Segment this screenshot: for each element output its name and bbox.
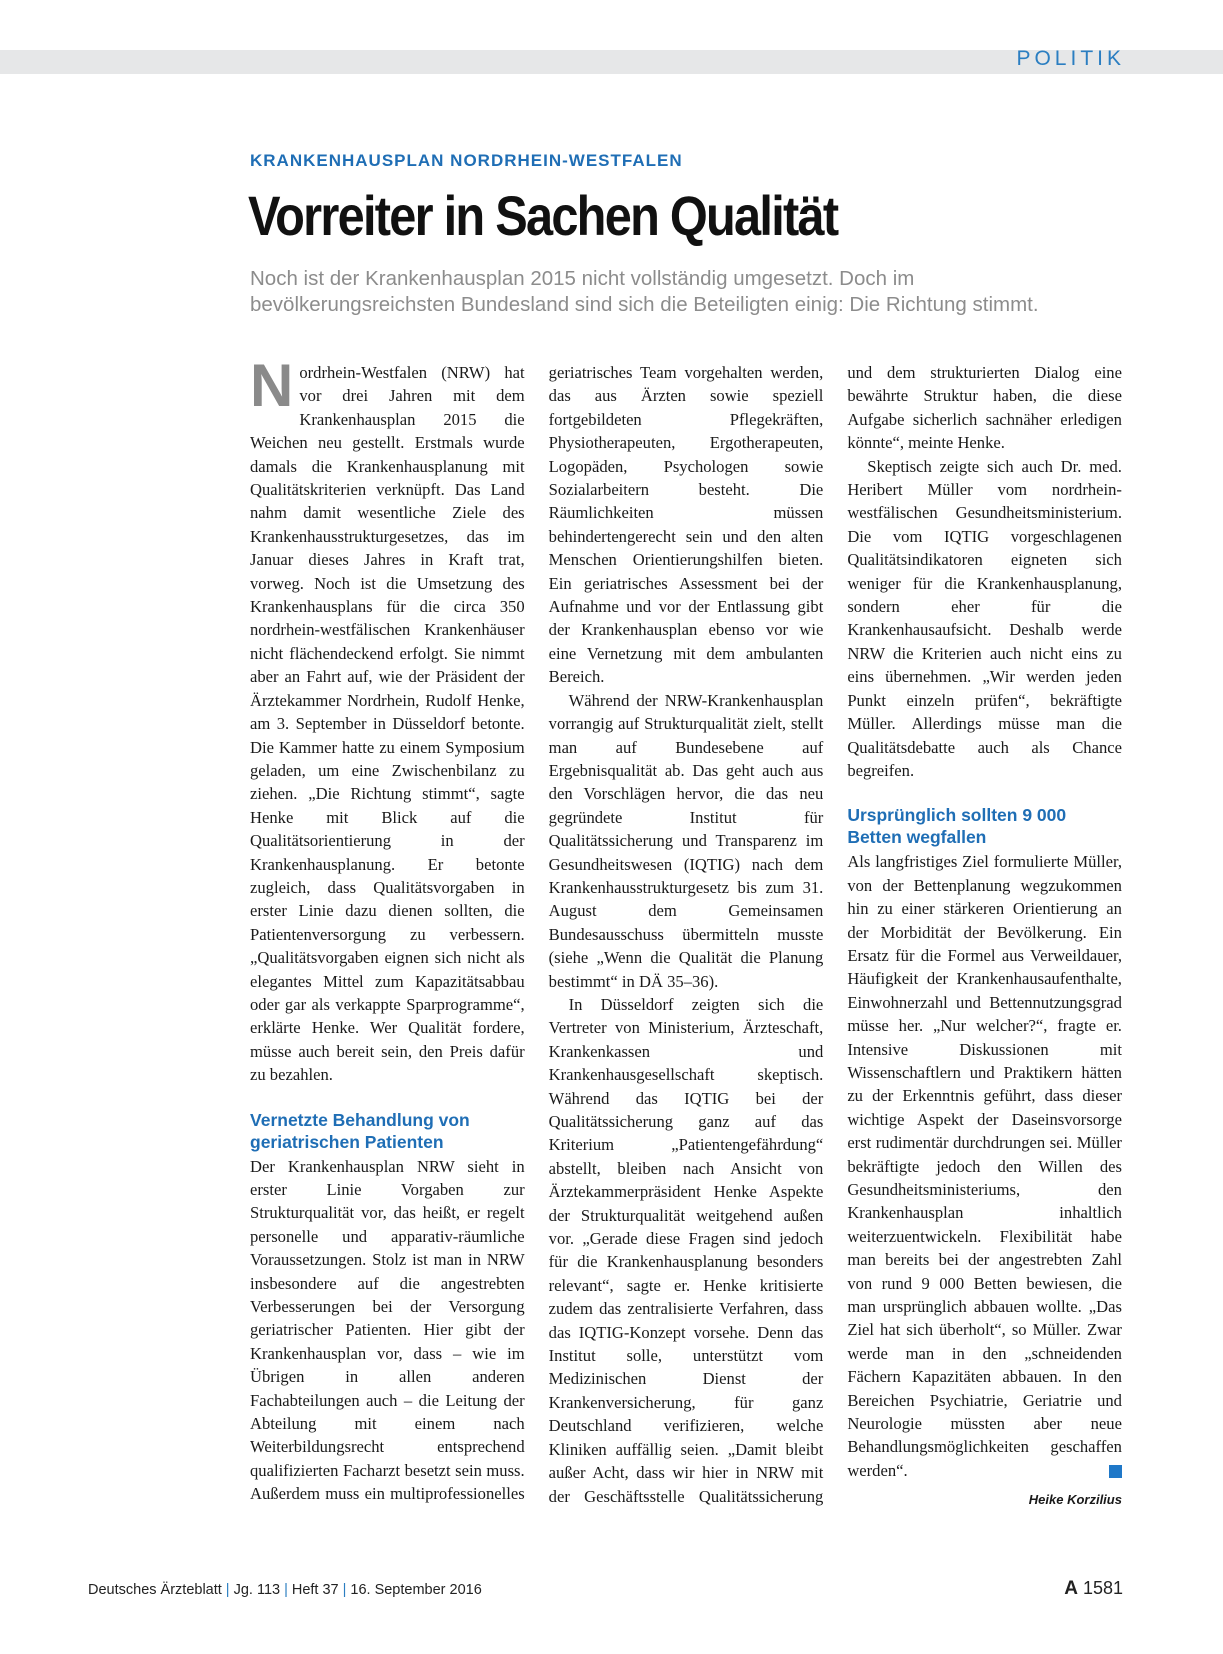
issue: Heft 37: [291, 1582, 339, 1598]
article-title: Vorreiter in Sachen Qualität: [248, 184, 838, 247]
paragraph-intro: [250, 352, 525, 1087]
section-label: POLITIK: [1016, 47, 1125, 70]
paragraph-final: [847, 850, 1122, 1482]
paragraph-text: ordrhein-Westfalen (NRW) hat vor drei Jahren mit dem Krankenhausplan 2015 die Weichen neu gestellt. Erstmals wurde damals die Krankenhausplanung mit Qualitätskriterien verknüpft. Das Land nahm damit wesentliche Ziele des Krankenhausstrukturgesetzes, das im Januar dieses Jahres in Kraft trat, vorweg. Noch ist die Umsetzung des Krankenhausplans für die circa 350 nordrhein-westfälischen Krankenhäuser nicht flächendeckend erfolgt. Sie nimmt aber an Fahrt auf, wie der Präsident der Ärztekammer Nordrhein, Rudolf Henke, am 3. September in Düsseldorf betonte. Die Kammer hatte zu einem Symposium geladen, um eine Zwischenbilanz zu ziehen. „Die Richtung stimmt“, sagte Henke mit Blick auf die Qualitätsorientierung in der Krankenhausplanung. Er betonte zugleich, dass Qualitätsvorgaben in erster Linie dazu dienen sollten, die Patientenversorgung zu verbessern. „Qualitätsvorgaben eignen sich nicht als elegantes Mittel zum Kapazitätsabbau oder gar als verkappte Sparprogramme“, erklärte Henke. Wer Qualität fordere, müsse auch bereit sein, den Preis dafür zu bezahlen.: [250, 363, 525, 1085]
article-lead: Noch ist der Krankenhausplan 2015 nicht vollständig umgesetzt. Doch im bevölkerungsreichsten Bundesland sind sich die Beteiligten einig: Die Richtung stimmt.: [250, 267, 1039, 316]
paragraph: Während der NRW-Krankenhausplan vorrangig auf Strukturqualität zielt, stellt man auf Bundesebene auf Ergebnisqualität ab. Das geht auch aus den Vorschlägen hervor, die das neu gegründete Institut für Qualitätssicherung und Transparenz im Gesundheitswesen (IQTIG) nach dem Krankenhausstrukturgesetz bis zum 31. August dem Gemeinsamen Bundesausschuss übermitteln musste (siehe „Wenn die Qualität die Planung bestimmt“ in DÄ 35–36).: [548, 690, 824, 991]
issue-date: 16. September 2016: [350, 1582, 482, 1598]
end-mark-icon: [1109, 1465, 1122, 1478]
separator: |: [342, 1582, 347, 1598]
dropcap: N: [250, 352, 294, 419]
separator: |: [225, 1582, 230, 1598]
paragraph-text: Als langfristiges Ziel formulierte Müller, von der Bettenplanung wegzukommen hin zu einer stärkeren Orientierung an der Morbidität der Bevölkerung. Ein Ersatz für die Formel aus Verweildauer, Häufigkeit der Krankenhausaufenthalte, Einwohnerzahl und Bettennutzungsgrad müsse her. „Nur welcher?“, fragte er. Intensive Diskussionen mit Wissenschaftlern und Praktikern hätten zu der Erkenntnis geführt, dass dieser wichtige Aspekt der Daseinsvorsorge erst rudimentär durchdrungen sei. Müller bekräftigte jedoch den Willen des Gesundheitsministeriums, den Krankenhausplan inhaltlich weiterzuentwickeln. Flexibilität habe man bereits bei der angestrebten Zahl von rund 9 000 Betten bewiesen, die man ursprünglich abbauen wollte. „Das Ziel hat sich überholt“, so Müller. Zwar werde man in den „schneidenden Fächern Kapazitäten abbauen. In den Bereichen Psychiatrie, Geriatrie und Neurologie müssten aber neue Behandlungsmöglichkeiten geschaffen werden“.: [847, 852, 1122, 1480]
volume: Jg. 113: [233, 1582, 281, 1598]
subheading-1: Vernetzte Behandlung von geriatrischen Patienten: [250, 1109, 470, 1152]
paragraph: Der Krankenhausplan NRW sieht in erster Linie Vorgaben zur Strukturqualität vor, das heißt, er regelt personelle und apparativ-räumliche Voraussetzungen. Stolz ist man in NRW insbesondere auf die angestrebten Verbesserungen bei der Versorgung geriatrischer Patienten. Hier gibt der Krankenhausplan vor, dass – wie im Übrigen in allen anderen Fachabteilungen auch – die Leitung der Abteilung mit einem nach Weiterbildungsrecht entsprechend qualifizierten Facharzt besetzt sein muss. Außerdem muss ein multiprofessionelles geriatrisches Team vorgehalten werden, das aus Ärzten sowie speziell fortgebildeten Pflegekräften, Physiotherapeuten, Ergotherapeuten, Logopäden, Psychologen sowie Sozialarbeitern besteht. Die Räumlichkeiten müssen behindertengerecht sein und den alten Menschen Orientierungshilfen bieten. Ein geriatrisches Assessment bei der Aufnahme und vor der Entlassung gibt der Krankenhausplan ebenso vor wie eine Vernetzung mit dem ambulanten Bereich.: [250, 363, 824, 1504]
page-number: A 1581: [1064, 1578, 1123, 1599]
author-byline: Heike Korzilius: [1028, 1492, 1122, 1508]
subheading-2: Ursprünglich sollten 9 000 Betten wegfallen: [847, 805, 1067, 848]
article-body: [250, 352, 1122, 1516]
paragraph: Skeptisch zeigte sich auch Dr. med. Heribert Müller vom nordrhein-westfälischen Gesundheitsministerium. Die vom IQTIG vorgeschlagenen Qualitätsindikatoren eigneten sich weniger für die Krankenhausplanung, sondern eher für die Krankenhausaufsicht. Deshalb werde NRW die Kriterien auch nicht eins zu eins übernehmen. „Wir werden jeden Punkt einzeln prüfen“, bekräftigte Müller. Allerdings müsse man die Qualitätsdebatte auch als Chance begreifen.: [847, 456, 1122, 780]
footer-citation: [88, 1582, 482, 1598]
journal-name: Deutsches Ärzteblatt: [88, 1582, 222, 1598]
separator: |: [284, 1582, 288, 1598]
paragraph: In Düsseldorf zeigten sich die Vertreter von Ministerium, Ärzteschaft, Krankenkassen und Krankenhausgesellschaft skeptisch. Während das IQTIG bei der Qualitätssicherung ganz auf das Kriterium „Patientengefährdung“ abstellt, bleiben nach Ansicht von Ärztekammerpräsident Henke Aspekte der Strukturqualität weitgehend außen vor. „Gerade diese Fragen sind jedoch für die Krankenhausplanung besonders relevant“, sagte er. Henke kritisierte zudem das zentralisierte Verfahren, dass das IQTIG-Konzept vorsehe. Denn das Institut solle, unterstützt vom Medizinischen Dienst der Krankenversicherung, für ganz Deutschland verifizieren, welche Kliniken auffällig seien. „Damit bleibt außer Acht, dass wir hier in NRW mit der Geschäftsstelle Qualitätssicherung und dem strukturierten Dialog eine bewährte Struktur haben, die diese Aufgabe sicherlich sachnäher erledigen könnte“, meinte Henke.: [548, 363, 1122, 1506]
article-kicker: KRANKENHAUSPLAN NORDRHEIN-WESTFALEN: [250, 151, 683, 170]
